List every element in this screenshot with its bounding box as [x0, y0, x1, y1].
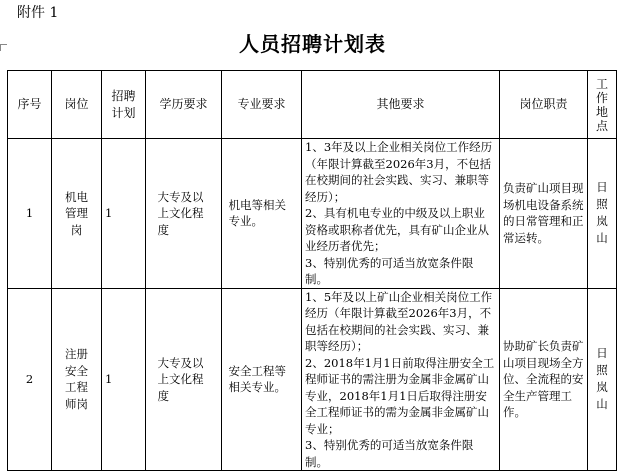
row-duty: 负责矿山项目现场机电设备系统的日常管理和正常运转。: [500, 139, 588, 289]
row-major: 机电等相关专业。: [222, 139, 302, 289]
header-education: 学历要求: [146, 71, 222, 139]
row-seq: 1: [8, 139, 52, 289]
row-other-requirements: 1、3年及以上企业相关岗位工作经历（年限计算截至2026年3月，不包括在校期间的社会实践、实习、兼职等经历）； 2、具有机电专业的中级及以上职业资格或职称者优先，具有矿山企业从业经历者优先； 3、特别优秀的可适当放宽条件限制。: [302, 139, 500, 289]
page-title: 人员招聘计划表: [239, 32, 386, 56]
header-count: 招聘计划: [102, 71, 146, 139]
header-row: [8, 71, 617, 139]
row-count: 1: [102, 288, 146, 471]
header-other: 其他要求: [302, 71, 500, 139]
row-position: 注册安全工程师岗: [52, 288, 102, 471]
recruitment-plan-table: [7, 70, 617, 471]
table-row: [8, 139, 617, 289]
row-location: 日照岚山: [588, 139, 617, 289]
row-location: 日照岚山: [588, 288, 617, 471]
row-other-requirements: 1、5年及以上矿山企业相关岗位工作经历（年限计算截至2026年3月，不包括在校期间的社会实践、实习、兼职等经历）； 2、2018年1月1日前取得注册安全工程师证书的需注册为金属非金属矿山专业，2018年1月1日后取得注册安全工程师证书的需为金属非金属矿山专业； 3、特别优秀的可适当放宽条件限制。: [302, 288, 500, 471]
attachment-label: 附件 1: [17, 5, 59, 21]
header-seq: 序号: [8, 71, 52, 139]
row-education: 大专及以上文化程度: [146, 288, 222, 471]
header-position: 岗位: [52, 71, 102, 139]
header-major: 专业要求: [222, 71, 302, 139]
table-row: [8, 288, 617, 471]
row-position: 机电管理岗: [52, 139, 102, 289]
row-education: 大专及以上文化程度: [146, 139, 222, 289]
header-location: 工作地点: [588, 71, 617, 139]
row-major: 安全工程等相关专业。: [222, 288, 302, 471]
header-duty: 岗位职责: [500, 71, 588, 139]
row-duty: 协助矿长负责矿山项目现场全方位、全流程的安全生产管理工作。: [500, 288, 588, 471]
row-seq: 2: [8, 288, 52, 471]
row-count: 1: [102, 139, 146, 289]
